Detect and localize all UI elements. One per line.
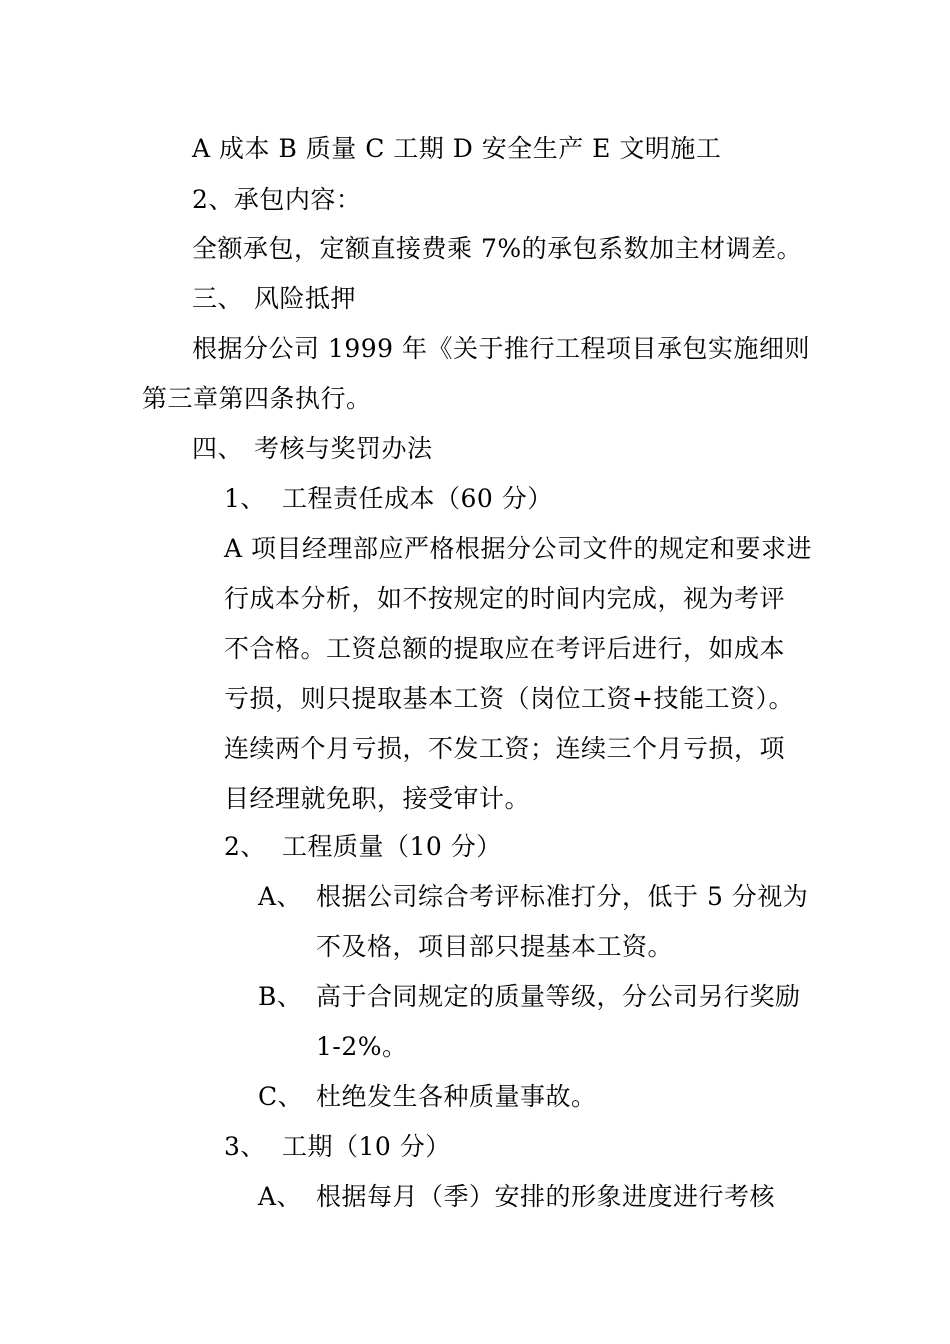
subsection-heading xyxy=(224,1132,451,1162)
list-item xyxy=(258,982,801,1012)
subsection-number: 3、 xyxy=(224,1132,266,1161)
text-line: 连续两个月亏损，不发工资；连续三个月亏损，项 xyxy=(224,734,786,763)
text-line: 第三章第四条执行。 xyxy=(142,384,372,413)
list-item-label: C、 xyxy=(258,1082,304,1111)
section-number: 三、 xyxy=(192,284,244,313)
section-title: 风险抵押 xyxy=(254,284,357,313)
section-title: 考核与奖罚办法 xyxy=(254,434,433,463)
text-line: 不及格，项目部只提基本工资。 xyxy=(316,932,674,961)
subsection-title: 工期（10 分） xyxy=(282,1132,451,1161)
list-item-label: A、 xyxy=(258,882,303,911)
list-item xyxy=(258,1182,775,1212)
section-number: 四、 xyxy=(192,434,244,463)
section-heading xyxy=(192,434,433,464)
subsection-title: 工程质量（10 分） xyxy=(282,832,502,861)
section-heading xyxy=(192,284,356,314)
list-item-text: 杜绝发生各种质量事故。 xyxy=(316,1082,597,1111)
subsection-heading xyxy=(224,484,553,514)
text-line: 行成本分析，如不按规定的时间内完成，视为考评 xyxy=(224,584,786,613)
text-line: 不合格。工资总额的提取应在考评后进行，如成本 xyxy=(224,634,786,663)
text-line: 全额承包，定额直接费乘 7%的承包系数加主材调差。 xyxy=(192,234,803,263)
subsection-number: 2、 xyxy=(224,832,266,861)
subsection-heading xyxy=(224,832,502,862)
text-line: A 成本 B 质量 C 工期 D 安全生产 E 文明施工 xyxy=(192,134,722,163)
text-line: 亏损，则只提取基本工资（岗位工资+技能工资）。 xyxy=(224,684,794,713)
text-line: A 项目经理部应严格根据分公司文件的规定和要求进 xyxy=(224,534,813,563)
text-line: 1-2%。 xyxy=(316,1032,408,1061)
list-item-text: 高于合同规定的质量等级，分公司另行奖励 xyxy=(316,982,801,1011)
subsection-number: 1、 xyxy=(224,484,266,513)
text-line: 目经理就免职，接受审计。 xyxy=(224,784,531,813)
list-item xyxy=(258,1082,597,1112)
list-item-label: A、 xyxy=(258,1182,303,1211)
list-item-label: B、 xyxy=(258,982,303,1011)
section-heading: 2、承包内容： xyxy=(192,185,362,214)
text-line: 根据分公司 1999 年《关于推行工程项目承包实施细则 xyxy=(192,334,811,363)
list-item xyxy=(258,882,808,912)
list-item-text: 根据公司综合考评标准打分，低于 5 分视为 xyxy=(316,882,809,911)
subsection-title: 工程责任成本（60 分） xyxy=(282,484,553,513)
list-item-text: 根据每月（季）安排的形象进度进行考核 xyxy=(316,1182,776,1211)
